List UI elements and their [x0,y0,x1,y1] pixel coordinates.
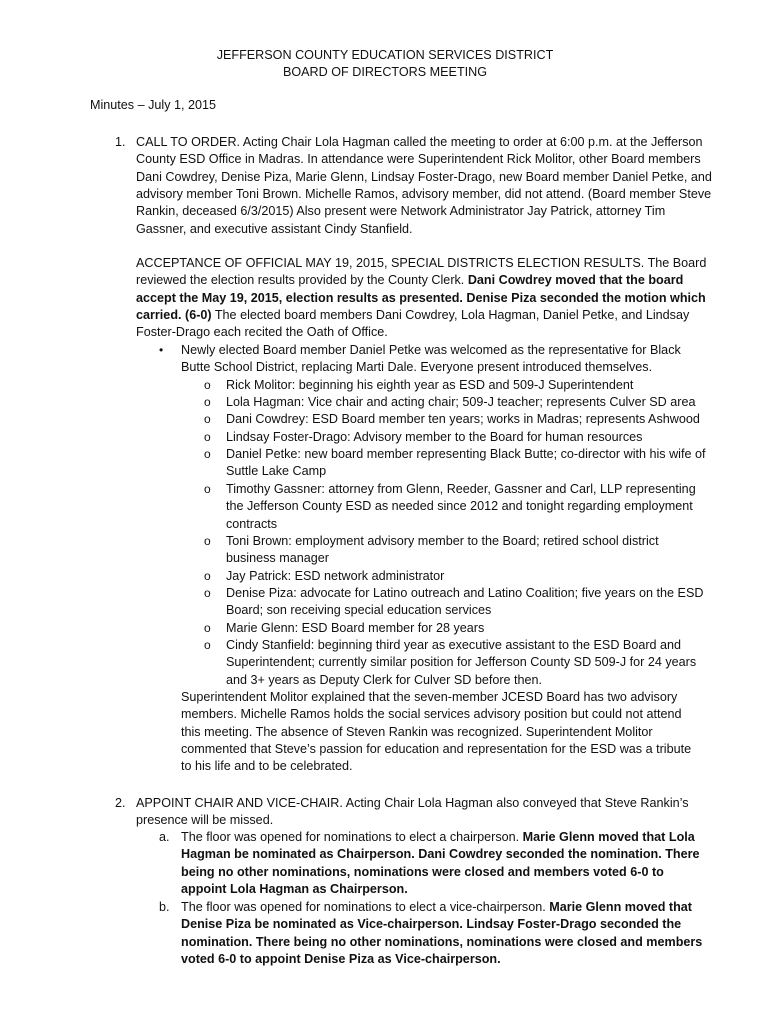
item-2b-motion: Marie Glenn moved that Denise Piza be nominated as Vice-chairperson. Lindsay Foster-Drago seconded the nomination. There being no other nominations, nominations were closed and members voted 6-0 to appoint Denise Piza as Vice-chairperson. [181,900,703,967]
sub-marker: o [204,412,211,426]
intro-item: Daniel Petke: new board member representing Black Butte; co-director with his wife of Suttle Lake Camp [226,447,706,479]
intro-item: Lola Hagman: Vice chair and acting chair; 509-J teacher; represents Culver SD area [226,395,696,409]
intro-item: Lindsay Foster-Drago: Advisory member to the Board for human resources [226,430,643,444]
item-2a-chair-nomination [181,829,706,898]
intro-item: Cindy Stanfield: beginning third year as executive assistant to the ESD Board and Superintendent; currently similar position for Jefferson County SD 509-J for 24 years and 3+ years as Deputy Clerk for Culver SD before then. [226,638,697,687]
sub-marker: o [204,430,211,444]
sub-marker: o [204,621,211,635]
acceptance-intro: ACCEPTANCE OF OFFICIAL MAY 19, 2015, SPECIAL DISTRICTS ELECTION RESULTS. The Board reviewed the election results provided by the County Clerk. [136,256,707,288]
sub-marker: o [204,482,211,496]
district-title: JEFFERSON COUNTY EDUCATION SERVICES DISTRICT [216,48,554,62]
acceptance-paragraph [136,255,714,342]
molitor-note: Superintendent Molitor explained that the seven-member JCESD Board has two advisory members. Michelle Ramos holds the social services advisory position but could not attend this meeting. The absence of Steven Rankin was recognized. Superintendent Molitor commented that Steve’s passion for education and representation for the ESD was a tribute to his life and to be celebrated. [181,690,692,774]
sub-marker: o [204,395,211,409]
item-2a-label: a. [159,830,170,844]
sub-marker: o [204,534,211,548]
intro-item: Dani Cowdrey: ESD Board member ten years; works in Madras; represents Ashwood [226,412,700,426]
intro-item: Denise Piza: advocate for Latino outreach and Latino Coalition; five years on the ESD Board; son receiving special education services [226,586,704,618]
item-2a-intro: The floor was opened for nominations to elect a chairperson. [181,830,523,844]
item-2a-motion: Marie Glenn moved that Lola Hagman be nominated as Chairperson. Dani Cowdrey seconded the nomination. There being no other nominations, nominations were closed and members voted 6-0 to appoint Lola Hagman as Chairperson. [181,830,700,897]
sub-marker: o [204,447,211,461]
sub-marker: o [204,378,211,392]
item-2b-label: b. [159,900,170,914]
acceptance-after: The elected board members Dani Cowdrey, Lola Hagman, Daniel Petke, and Lindsay Foster-Drago each recited the Oath of Office. [136,308,690,340]
item-1-call-to-order: CALL TO ORDER. Acting Chair Lola Hagman called the meeting to order at 6:00 p.m. at the Jefferson County ESD Office in Madras. In attendance were Superintendent Rick Molitor, other Board members Dani Cowdrey, Denise Piza, Marie Glenn, Lindsay Foster-Drago, new Board member Daniel Petke, and advisory member Toni Brown. Michelle Ramos, advisory member, did not attend. (Board member Steve Rankin, deceased 6/3/2015) Also present were Network Administrator Jay Patrick, attorney Tim Gassner, and executive assistant Cindy Stanfield. [136,135,712,236]
sub-marker: o [204,638,211,652]
minutes-date: Minutes – July 1, 2015 [90,98,217,112]
sub-marker: o [204,569,211,583]
item-2b-intro: The floor was opened for nominations to elect a vice-chairperson. [181,900,550,914]
item-2-number: 2. [115,796,126,810]
intro-item: Timothy Gassner: attorney from Glenn, Reeder, Gassner and Carl, LLP representing the Jefferson County ESD as needed since 2012 and tonight regarding employment contracts [226,482,696,531]
sub-marker: o [204,586,211,600]
item-2-appoint-chair: APPOINT CHAIR AND VICE-CHAIR. Acting Chair Lola Hagman also conveyed that Steve Rankin’s presence will be missed. [136,796,689,828]
intro-item: Rick Molitor: beginning his eighth year as ESD and 509-J Superintendent [226,378,634,392]
item-2b-vice-chair-nomination [181,899,706,968]
item-1-number: 1. [115,135,126,149]
meeting-title: BOARD OF DIRECTORS MEETING [282,65,488,79]
bullet-marker: • [159,343,164,357]
intro-item: Marie Glenn: ESD Board member for 28 years [226,621,485,635]
acceptance-motion: Dani Cowdrey moved that the board accept the May 19, 2015, election results as presented. Denise Piza seconded the motion which carried. (6-0) [136,273,706,323]
intro-item: Jay Patrick: ESD network administrator [226,569,445,583]
bullet-welcome: Newly elected Board member Daniel Petke was welcomed as the representative for Black Butte School District, replacing Marti Dale. Everyone present introduced themselves. [181,343,681,375]
intro-item: Toni Brown: employment advisory member to the Board; retired school district business manager [226,534,659,566]
